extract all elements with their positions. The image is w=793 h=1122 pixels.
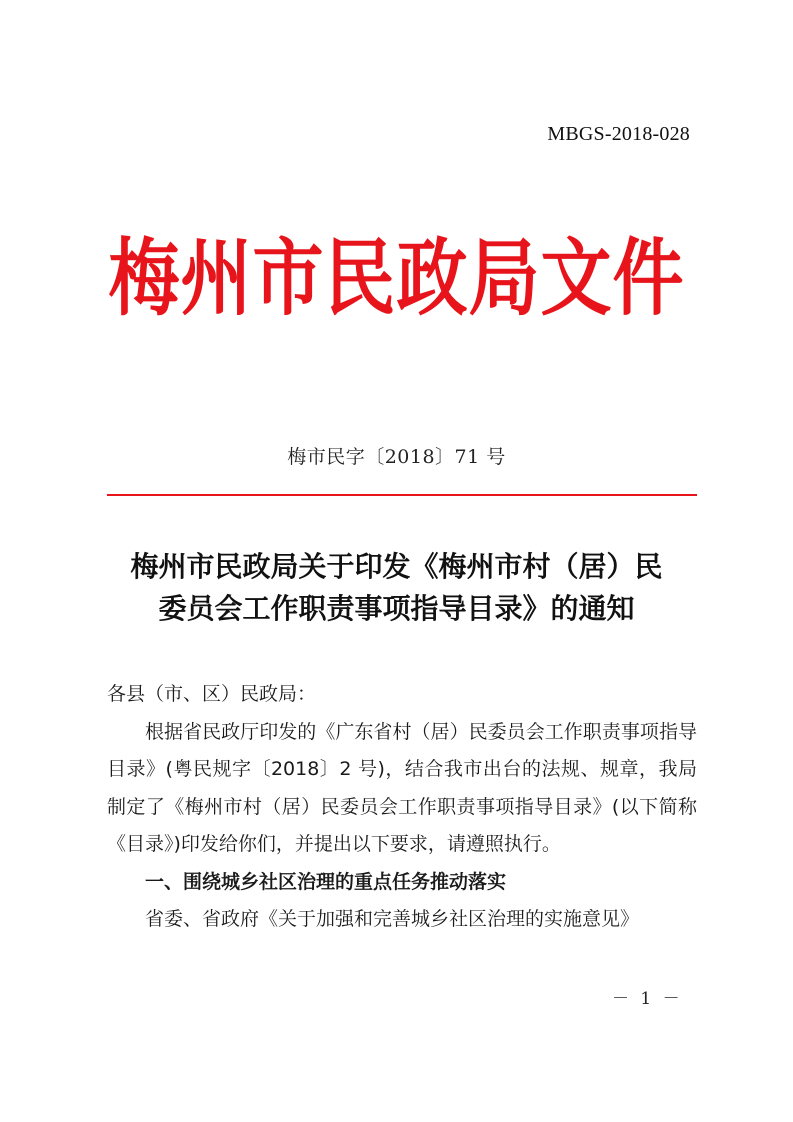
red-divider-line [107, 494, 697, 496]
salutation: 各县（市、区）民政局： [107, 683, 317, 705]
document-body [107, 676, 697, 939]
document-number: 梅市民字〔2018〕71 号 [287, 446, 506, 468]
body-paragraph-1: 根据省民政厅印发的《广东省村（居）民委员会工作职责事项指导目录》(粤民规字〔2018〕2 号)，结合我市出台的法规、规章，我局制定了《梅州市村（居）民委员会工作职责事项指导目录》(以下简称《目录》)印发给你们，并提出以下要求，请遵照执行。 [107, 720, 697, 855]
document-title-line-2: 委员会工作职责事项指导目录》的通知 [158, 592, 635, 625]
body-paragraph-2: 省委、省政府《关于加强和完善城乡社区治理的实施意见》 [145, 908, 640, 930]
masthead-title: 梅州市民政局文件 [108, 228, 685, 327]
document-title-line-1: 梅州市民政局关于印发《梅州市村（居）民 [130, 550, 663, 583]
page-number: － 1 － [612, 989, 683, 1009]
document-title [0, 546, 793, 630]
document-code: MBGS-2018-028 [547, 123, 690, 145]
section-heading-1: 一、围绕城乡社区治理的重点任务推动落实 [145, 870, 507, 893]
